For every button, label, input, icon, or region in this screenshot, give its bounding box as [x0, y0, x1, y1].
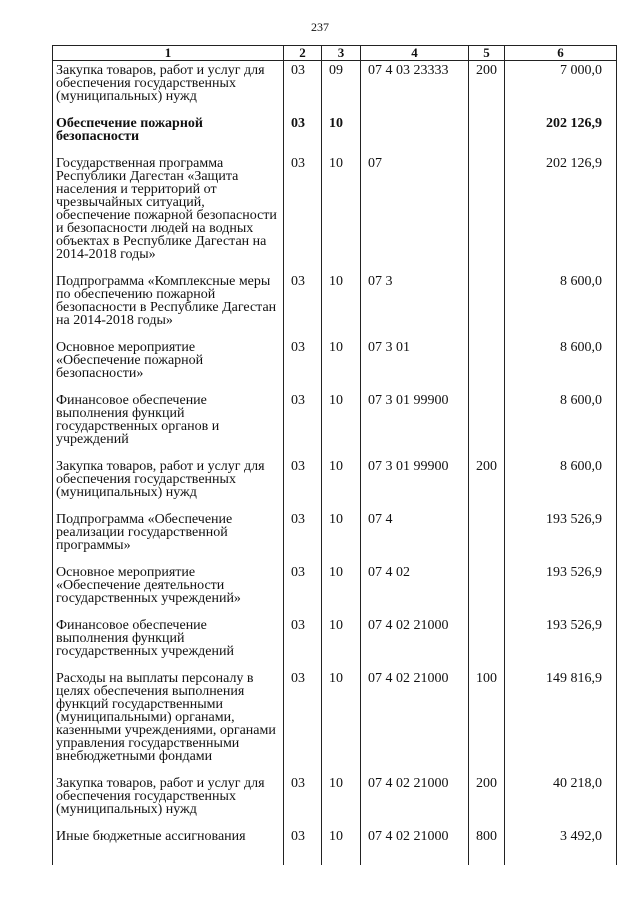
row-section: 03 — [284, 672, 322, 777]
row-name: Закупка товаров, работ и услуг для обеспечения государственных (муниципальных) нужд — [53, 460, 284, 513]
row-target-code: 07 3 01 99900 — [361, 460, 469, 513]
row-expense-type — [469, 275, 505, 341]
row-subsection: 10 — [322, 566, 361, 619]
row-section: 03 — [284, 513, 322, 566]
row-subsection: 10 — [322, 672, 361, 777]
row-amount: 202 126,9 — [505, 157, 617, 275]
row-expense-type — [469, 157, 505, 275]
table-row — [53, 513, 617, 566]
row-target-code: 07 4 02 21000 — [361, 777, 469, 830]
row-name: Основное мероприятие «Обеспечение пожарной безопасности» — [53, 341, 284, 394]
row-expense-type: 200 — [469, 777, 505, 830]
row-amount: 202 126,9 — [505, 117, 617, 157]
row-amount: 149 816,9 — [505, 672, 617, 777]
row-target-code: 07 3 01 99900 — [361, 394, 469, 460]
header-col-4: 4 — [361, 46, 469, 61]
row-amount: 193 526,9 — [505, 619, 617, 672]
row-subsection: 10 — [322, 341, 361, 394]
table-row — [53, 157, 617, 275]
table-row — [53, 566, 617, 619]
row-amount: 3 492,0 — [505, 830, 617, 865]
row-subsection: 10 — [322, 777, 361, 830]
row-expense-type: 100 — [469, 672, 505, 777]
row-name: Финансовое обеспечение выполнения функций государственных органов и учреждений — [53, 394, 284, 460]
row-target-code: 07 4 02 21000 — [361, 619, 469, 672]
budget-table — [52, 45, 617, 865]
row-target-code: 07 4 02 21000 — [361, 672, 469, 777]
table-row — [53, 61, 617, 118]
table-body — [53, 61, 617, 866]
table-row — [53, 394, 617, 460]
row-amount: 193 526,9 — [505, 566, 617, 619]
row-name: Подпрограмма «Обеспечение реализации государственной программы» — [53, 513, 284, 566]
row-section: 03 — [284, 460, 322, 513]
header-col-2: 2 — [284, 46, 322, 61]
row-section: 03 — [284, 117, 322, 157]
row-expense-type — [469, 619, 505, 672]
header-row — [53, 46, 617, 61]
table-row — [53, 672, 617, 777]
row-subsection: 10 — [322, 513, 361, 566]
row-name: Обеспечение пожарной безопасности — [53, 117, 284, 157]
row-section: 03 — [284, 61, 322, 118]
header-col-1: 1 — [53, 46, 284, 61]
row-expense-type: 200 — [469, 460, 505, 513]
row-name: Основное мероприятие «Обеспечение деятельности государственных учреждений» — [53, 566, 284, 619]
table-row — [53, 341, 617, 394]
row-amount: 8 600,0 — [505, 341, 617, 394]
row-name: Закупка товаров, работ и услуг для обеспечения государственных (муниципальных) нужд — [53, 777, 284, 830]
row-target-code: 07 4 03 23333 — [361, 61, 469, 118]
row-subsection: 10 — [322, 619, 361, 672]
row-amount: 193 526,9 — [505, 513, 617, 566]
row-target-code: 07 — [361, 157, 469, 275]
row-target-code: 07 4 — [361, 513, 469, 566]
table-row — [53, 275, 617, 341]
row-section: 03 — [284, 566, 322, 619]
row-amount: 8 600,0 — [505, 275, 617, 341]
header-col-5: 5 — [469, 46, 505, 61]
row-expense-type: 200 — [469, 61, 505, 118]
row-section: 03 — [284, 830, 322, 865]
row-expense-type — [469, 513, 505, 566]
row-name: Расходы на выплаты персоналу в целях обеспечения выполнения функций государственными (муниципальными) органами, казенными учреждениями, органами управления государственными внебюджетными фондами — [53, 672, 284, 777]
row-subsection: 09 — [322, 61, 361, 118]
row-subsection: 10 — [322, 460, 361, 513]
table-row — [53, 460, 617, 513]
row-name: Финансовое обеспечение выполнения функций государственных учреждений — [53, 619, 284, 672]
row-subsection: 10 — [322, 157, 361, 275]
row-expense-type — [469, 341, 505, 394]
page-number: 237 — [311, 20, 329, 34]
table-row — [53, 830, 617, 865]
row-subsection: 10 — [322, 394, 361, 460]
row-amount: 40 218,0 — [505, 777, 617, 830]
row-expense-type — [469, 117, 505, 157]
row-expense-type: 800 — [469, 830, 505, 865]
header-col-3: 3 — [322, 46, 361, 61]
table-row — [53, 117, 617, 157]
table-header — [53, 46, 617, 61]
row-section: 03 — [284, 157, 322, 275]
row-target-code — [361, 117, 469, 157]
row-name: Иные бюджетные ассигнования — [53, 830, 284, 865]
row-expense-type — [469, 394, 505, 460]
row-section: 03 — [284, 777, 322, 830]
row-target-code: 07 3 — [361, 275, 469, 341]
row-target-code: 07 3 01 — [361, 341, 469, 394]
row-name: Подпрограмма «Комплексные меры по обеспечению пожарной безопасности в Республике Дагестан на 2014-2018 годы» — [53, 275, 284, 341]
row-section: 03 — [284, 341, 322, 394]
row-name: Закупка товаров, работ и услуг для обеспечения государственных (муниципальных) нужд — [53, 61, 284, 118]
row-expense-type — [469, 566, 505, 619]
table-row — [53, 777, 617, 830]
row-amount: 8 600,0 — [505, 460, 617, 513]
header-col-6: 6 — [505, 46, 617, 61]
row-amount: 7 000,0 — [505, 61, 617, 118]
row-section: 03 — [284, 394, 322, 460]
row-section: 03 — [284, 275, 322, 341]
row-subsection: 10 — [322, 830, 361, 865]
row-amount: 8 600,0 — [505, 394, 617, 460]
row-target-code: 07 4 02 21000 — [361, 830, 469, 865]
table-row — [53, 619, 617, 672]
row-target-code: 07 4 02 — [361, 566, 469, 619]
row-subsection: 10 — [322, 275, 361, 341]
row-subsection: 10 — [322, 117, 361, 157]
row-name: Государственная программа Республики Дагестан «Защита населения и территорий от чрезвычайных ситуаций, обеспечение пожарной безопасности и безопасности людей на водных объектах в Республике Дагестан на 2014-2018 годы» — [53, 157, 284, 275]
row-section: 03 — [284, 619, 322, 672]
